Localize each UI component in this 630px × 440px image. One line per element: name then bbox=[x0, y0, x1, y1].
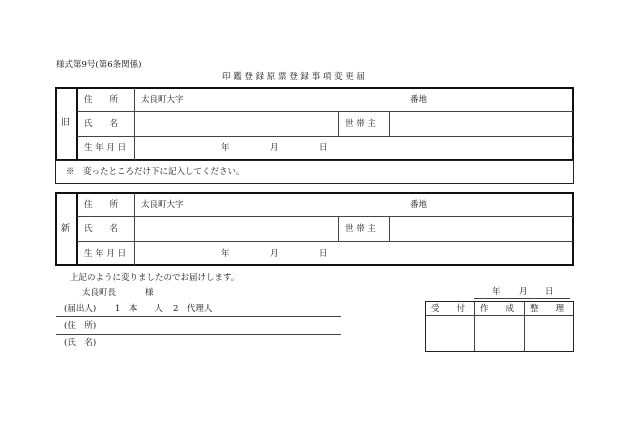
new-birth-month: 月 bbox=[270, 249, 279, 259]
old-householder-divider-left bbox=[338, 111, 339, 136]
old-birth-day: 日 bbox=[319, 143, 328, 153]
new-birth-label: 生 年 月 日 bbox=[84, 249, 127, 259]
old-section bbox=[55, 87, 574, 161]
new-label-divider bbox=[134, 193, 135, 265]
old-side-divider bbox=[76, 88, 78, 160]
office-divider-1 bbox=[474, 302, 475, 351]
note-text: ※ 変ったところだけ下に記入してください。 bbox=[66, 167, 245, 177]
old-birth-month: 月 bbox=[270, 143, 279, 153]
new-birth-day: 日 bbox=[319, 249, 328, 259]
addressee: 太良町長 bbox=[82, 288, 117, 298]
old-address-value[interactable]: 太良町大字 bbox=[141, 95, 184, 105]
old-row-divider-2 bbox=[77, 136, 573, 137]
date-day: 日 bbox=[545, 287, 554, 297]
old-row-divider-1 bbox=[77, 111, 573, 112]
new-householder-divider-right bbox=[389, 216, 390, 241]
page-title: 印 鑑 登 録 原 票 登 録 事 項 変 更 届 bbox=[222, 72, 365, 82]
office-receipt-label: 受 付 bbox=[431, 304, 466, 314]
applicant-option-self[interactable]: 1 本 人 bbox=[115, 304, 163, 314]
old-address-label: 住 所 bbox=[84, 95, 119, 105]
new-address-label: 住 所 bbox=[84, 200, 119, 210]
new-row-divider-2 bbox=[77, 241, 573, 242]
form-number: 様式第9号(第6条関係) bbox=[56, 60, 142, 70]
old-householder-divider-right bbox=[389, 111, 390, 136]
addressee-honorific: 様 bbox=[145, 288, 154, 298]
new-address-value[interactable]: 太良町大字 bbox=[141, 200, 184, 210]
new-section bbox=[55, 192, 574, 266]
office-prepared-label: 作 成 bbox=[480, 304, 515, 314]
new-name-label: 氏 名 bbox=[84, 224, 119, 234]
old-householder-label: 世 帯 主 bbox=[345, 119, 376, 129]
office-processed-label: 整 理 bbox=[530, 304, 565, 314]
date-underline bbox=[474, 298, 570, 299]
old-birth-year: 年 bbox=[221, 143, 230, 153]
applicant-address-label: (住 所) bbox=[64, 321, 97, 331]
new-banchi: 番地 bbox=[410, 200, 428, 210]
new-householder-label: 世 帯 主 bbox=[345, 224, 376, 234]
applicant-name-label: (氏 名) bbox=[64, 338, 97, 348]
date-month: 月 bbox=[519, 287, 528, 297]
new-row-divider-1 bbox=[77, 216, 573, 217]
office-header-divider bbox=[426, 315, 573, 316]
applicant-option-proxy[interactable]: 2 代理人 bbox=[173, 304, 213, 314]
date-year: 年 bbox=[492, 287, 501, 297]
old-banchi: 番地 bbox=[410, 95, 428, 105]
office-divider-2 bbox=[524, 302, 525, 351]
new-householder-divider-left bbox=[338, 216, 339, 241]
new-birth-year: 年 bbox=[221, 249, 230, 259]
applicant-underline bbox=[56, 316, 341, 317]
old-side-label: 旧 bbox=[61, 118, 71, 128]
applicant-address-line[interactable] bbox=[56, 334, 341, 335]
old-birth-label: 生 年 月 日 bbox=[84, 143, 127, 153]
new-side-divider bbox=[76, 193, 78, 265]
applicant-label: (届出人) bbox=[64, 304, 97, 314]
statement-text: 上記のように変りましたのでお届けします。 bbox=[70, 273, 240, 283]
old-label-divider bbox=[134, 88, 135, 160]
old-name-label: 氏 名 bbox=[84, 119, 119, 129]
new-side-label: 新 bbox=[61, 224, 71, 234]
